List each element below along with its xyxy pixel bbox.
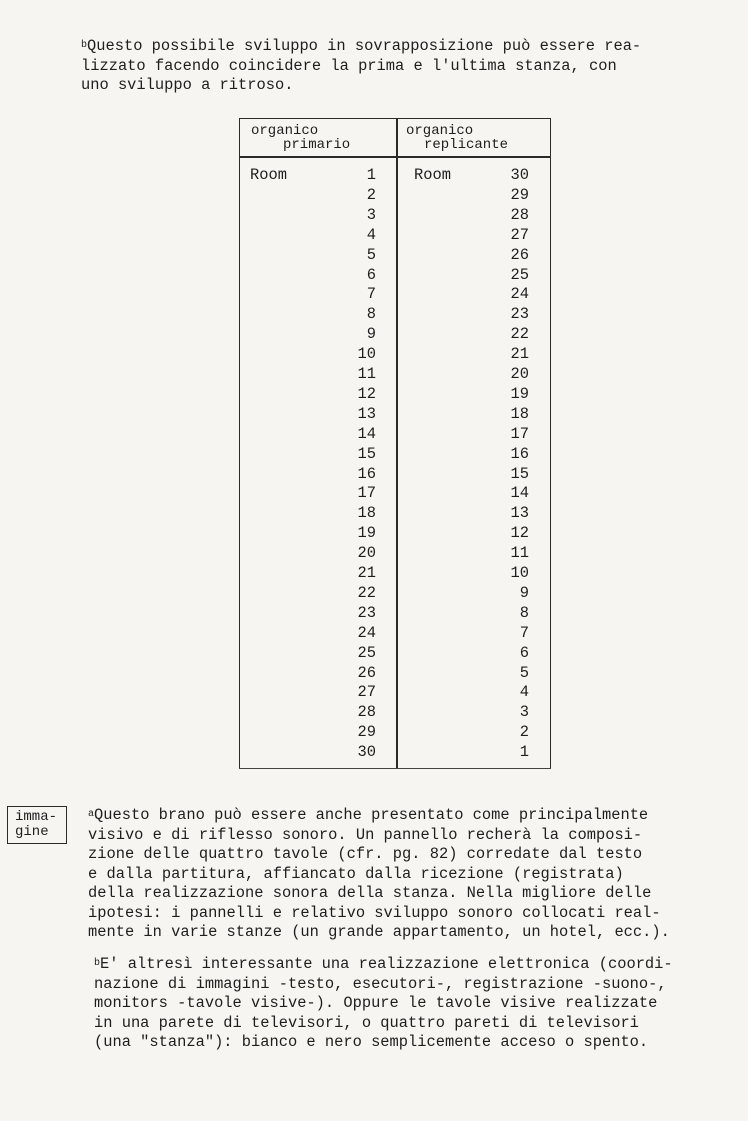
- paragraph-a-line-2: visivo e di riflesso sonoro. Un pannello recherà la composi-: [88, 825, 643, 844]
- room-number-left: 14: [357, 424, 376, 443]
- room-number-left: 30: [357, 743, 376, 762]
- room-number-right: 15: [510, 464, 529, 483]
- room-number-right: 20: [510, 365, 529, 383]
- header-left-line-2: primario: [283, 137, 351, 153]
- room-number-right: 26: [510, 245, 529, 264]
- room-number-left: 16: [357, 464, 376, 483]
- footnote-marker-b: b: [81, 40, 88, 51]
- room-number-left: 22: [357, 583, 376, 602]
- paragraph-a-line-4: e dalla partitura, affiancato dalla ricezione (registrata): [88, 864, 624, 883]
- top-paragraph-line-3: uno sviluppo a ritroso.: [81, 76, 294, 94]
- room-number-right: 27: [510, 225, 529, 244]
- room-number-left: 24: [357, 623, 376, 642]
- room-number-left: 8: [366, 305, 376, 324]
- room-number-left: 7: [366, 285, 376, 304]
- room-number-right: 29: [510, 185, 529, 204]
- room-number-right: 6: [519, 643, 529, 662]
- room-number-right: 24: [510, 285, 529, 304]
- room-number-right: 8: [519, 603, 529, 622]
- room-number-right: 9: [519, 583, 529, 602]
- room-number-right: 13: [510, 504, 529, 523]
- room-number-left: 21: [357, 564, 376, 582]
- room-number-left: 10: [357, 345, 376, 364]
- room-label-left: Room: [250, 166, 287, 184]
- room-number-left: 18: [357, 504, 376, 523]
- room-number-left: 27: [357, 683, 376, 702]
- room-number-left: 3: [366, 205, 376, 224]
- table-bottom-rule: [239, 768, 551, 769]
- paragraph-b: [94, 954, 673, 1053]
- room-number-right: 12: [510, 524, 529, 543]
- paragraph-a-line-1-text: Questo brano può essere anche presentato come principalmente: [94, 806, 649, 824]
- room-number-right: 4: [519, 683, 529, 702]
- room-number-left: 15: [357, 444, 376, 463]
- room-number-right: 23: [510, 305, 529, 324]
- room-number-right: 2: [519, 723, 529, 742]
- room-number-left: 28: [357, 703, 376, 722]
- room-number-right: 17: [510, 424, 529, 443]
- room-number-left: 9: [366, 325, 376, 344]
- room-number-right: 28: [510, 205, 529, 224]
- room-number-left: 20: [357, 544, 376, 563]
- table-column-divider: [396, 119, 398, 769]
- paragraph-a-line-7: mente in varie stanze (un grande appartamento, un hotel, ecc.).: [88, 923, 670, 941]
- footnote-marker-b-2: b: [94, 958, 101, 969]
- top-paragraph: [81, 36, 641, 96]
- room-number-right: 19: [510, 384, 529, 403]
- room-number-right: 14: [510, 484, 529, 503]
- top-paragraph-line-1-text: Questo possibile sviluppo in sovrapposizione può essere rea-: [87, 37, 642, 55]
- room-number-left: 25: [357, 643, 376, 662]
- room-number-right: 11: [510, 544, 529, 563]
- top-paragraph-line-1: [81, 36, 641, 57]
- footnote-marker-a: a: [88, 809, 95, 820]
- header-left-line-1: organico: [251, 123, 319, 139]
- top-paragraph-line-2: lizzato facendo coincidere la prima e l'ultima stanza, con: [81, 56, 617, 75]
- paragraph-b-line-1: [94, 954, 673, 975]
- room-number-left: 11: [357, 365, 376, 383]
- room-table: [239, 118, 551, 768]
- side-label-line-1: imma-: [15, 809, 58, 825]
- room-number-right: 22: [510, 325, 529, 344]
- paragraph-a-line-3: zione delle quattro tavole (cfr. pg. 82) corredate dal testo: [88, 845, 643, 863]
- table-header-rule: [240, 156, 550, 158]
- room-number-left: 2: [366, 185, 376, 204]
- room-number-left: 19: [357, 524, 376, 543]
- room-number-right: 3: [519, 703, 529, 722]
- paragraph-a-line-6: ipotesi: i pannelli e relativo sviluppo sonoro collocati real-: [88, 903, 661, 922]
- paragraph-b-line-3: monitors -tavole visive-). Oppure le tavole visive realizzate: [94, 994, 658, 1012]
- paragraph-b-line-4: in una parete di televisori, o quattro pareti di televisori: [94, 1013, 639, 1032]
- room-number-left: 23: [357, 603, 376, 622]
- paragraph-b-line-2: nazione di immagini -testo, esecutori-, registrazione -suono-,: [94, 974, 667, 993]
- room-number-right: 16: [510, 444, 529, 463]
- side-label-box: [7, 806, 67, 844]
- room-number-right: 21: [510, 345, 529, 364]
- room-number-left: 26: [357, 663, 376, 682]
- room-number-right: 10: [510, 564, 529, 582]
- room-number-right: 5: [519, 663, 529, 682]
- room-number-left: 13: [357, 404, 376, 423]
- room-number-left: 5: [366, 245, 376, 264]
- side-label-line-2: gine: [15, 824, 49, 840]
- room-number-left: 6: [366, 265, 376, 284]
- paragraph-a-line-1: [88, 805, 670, 826]
- room-label-right: Room: [414, 166, 451, 184]
- room-number-right: 7: [519, 623, 529, 642]
- room-number-left: 17: [357, 484, 376, 503]
- room-number-left: 1: [366, 166, 376, 184]
- room-number-left: 12: [357, 384, 376, 403]
- room-number-right: 18: [510, 404, 529, 423]
- room-number-right: 25: [510, 265, 529, 284]
- paragraph-a: [88, 805, 670, 943]
- room-number-right: 30: [510, 166, 529, 184]
- paragraph-b-line-1-text: E' altresì interessante una realizzazione elettronica (coordi-: [100, 955, 673, 973]
- paragraph-a-line-5: della realizzazione sonora della stanza. Nella migliore delle: [88, 884, 652, 902]
- room-number-right: 1: [519, 743, 529, 762]
- paragraph-b-line-5: (una "stanza"): bianco e nero semplicemente acceso o spento.: [94, 1033, 649, 1051]
- room-number-left: 4: [366, 225, 376, 244]
- room-number-left: 29: [357, 723, 376, 742]
- header-right-line-1: organico: [406, 123, 474, 139]
- header-right-line-2: replicante: [424, 137, 509, 153]
